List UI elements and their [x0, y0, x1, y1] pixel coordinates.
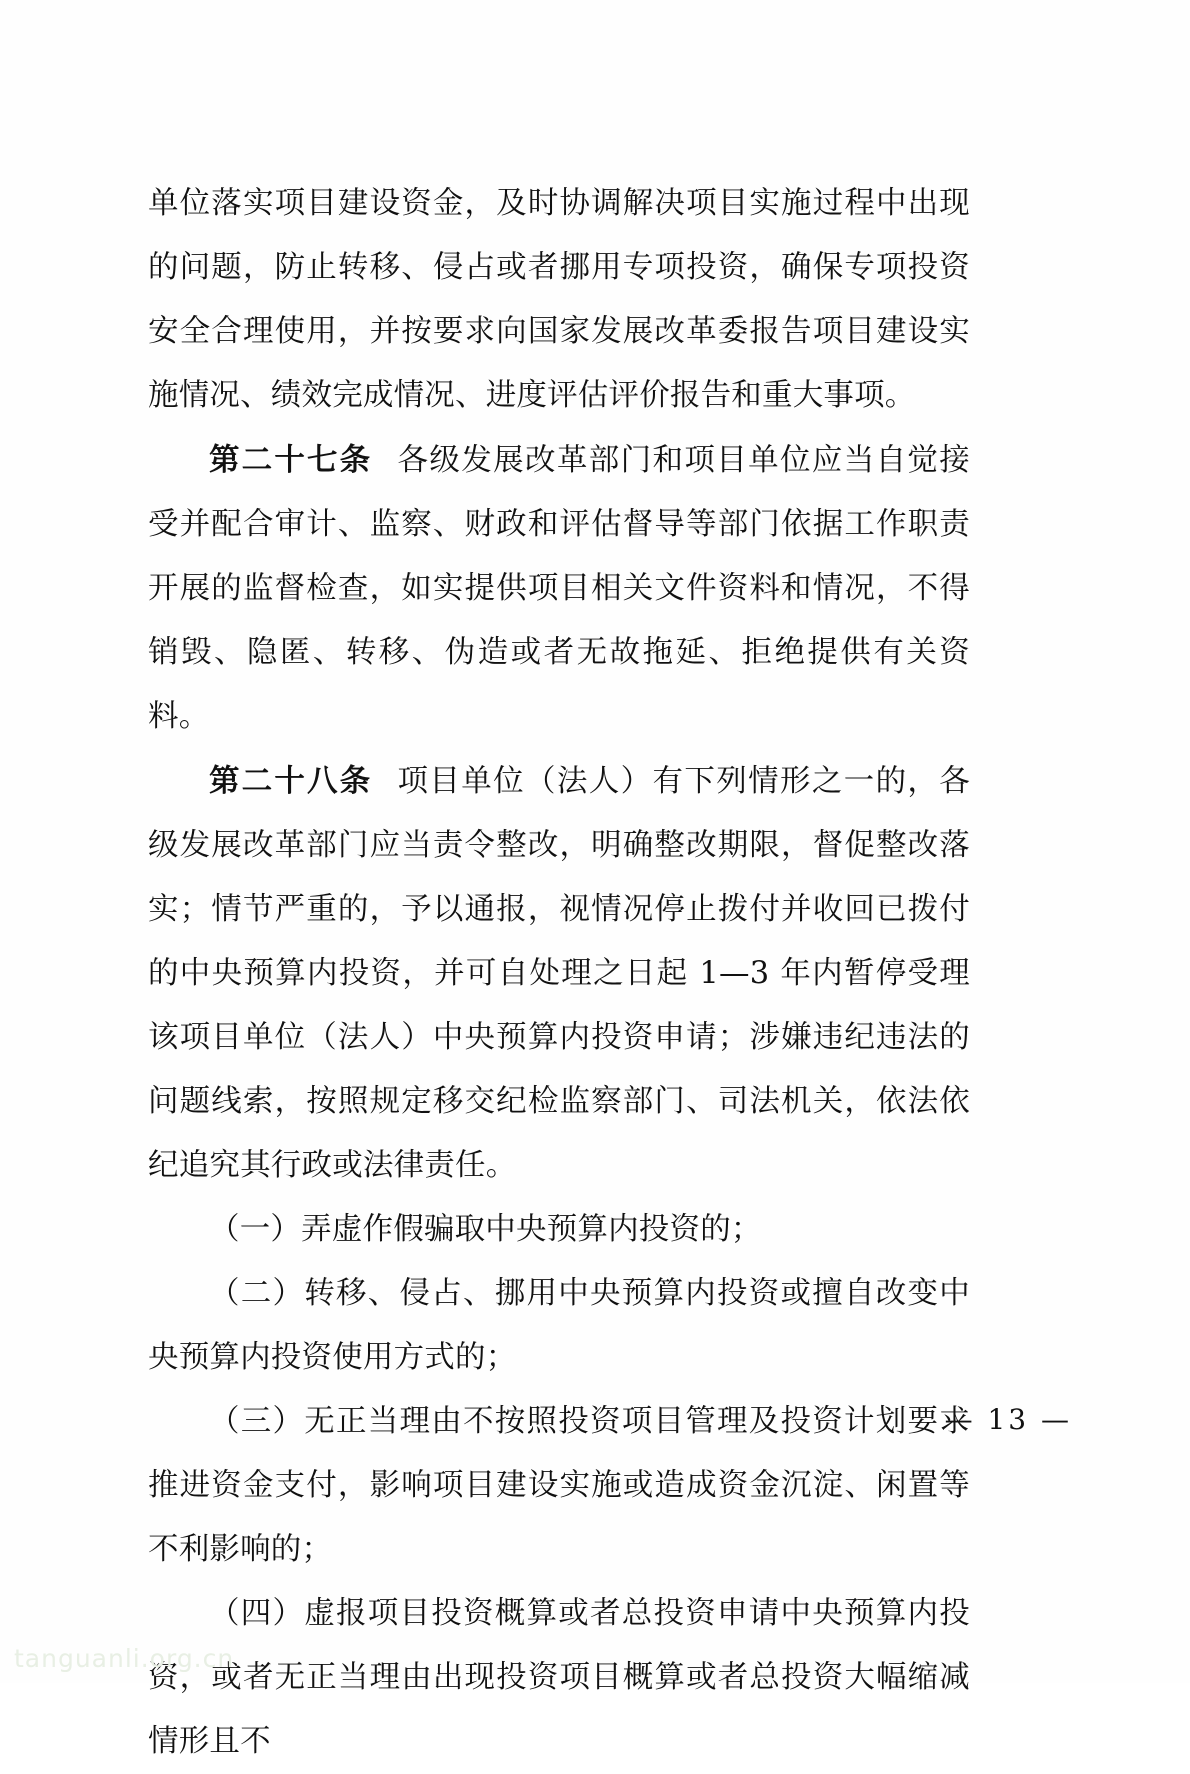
document-body — [148, 172, 970, 1774]
list-item-3: （三）无正当理由不按照投资项目管理及投资计划要求推进资金支付，影响项目建设实施或造成资金沉淀、闲置等不利影响的； — [148, 1404, 970, 1567]
list-item-2: （二）转移、侵占、挪用中央预算内投资或擅自改变中央预算内投资使用方式的； — [148, 1276, 970, 1375]
list-item-1: （一）弄虚作假骗取中央预算内投资的； — [209, 1212, 762, 1247]
site-watermark: tanguanli.org.cn — [14, 1644, 235, 1673]
paragraph-article-27 — [148, 428, 970, 749]
page-number: — 13 — — [944, 1403, 1072, 1436]
article-28-text: 项目单位（法人）有下列情形之一的，各级发展改革部门应当责令整改，明确整改期限，督促整改落实；情节严重的，予以通报，视情况停止拨付并收回已拨付的中央预算内投资，并可自处理之日起 1—3 年内暂停受理该项目单位（法人）中央预算内投资申请；涉嫌违纪违法的问题线索，按照规定移交纪检监察部门、司法机关，依法依纪追究其行政或法律责任。 — [148, 764, 971, 1183]
article-27-text: 各级发展改革部门和项目单位应当自觉接受并配合审计、监察、财政和评估督导等部门依据工作职责开展的监督检查，如实提供项目相关文件资料和情况，不得销毁、隐匿、转移、伪造或者无故拖延、拒绝提供有关资料。 — [148, 443, 971, 734]
article-heading-28: 第二十八条 — [209, 763, 373, 799]
paragraph-article-28 — [148, 749, 970, 1198]
article-heading-27: 第二十七条 — [209, 442, 373, 478]
list-item-4: （四）虚报项目投资概算或者总投资申请中央预算内投资，或者无正当理由出现投资项目概算或者总投资大幅缩减情形且不 — [148, 1596, 970, 1759]
paragraph-continued-article-26: 单位落实项目建设资金，及时协调解决项目实施过程中出现的问题，防止转移、侵占或者挪用专项投资，确保专项投资安全合理使用，并按要求向国家发展改革委报告项目建设实施情况、绩效完成情况、进度评估评价报告和重大事项。 — [148, 186, 970, 413]
